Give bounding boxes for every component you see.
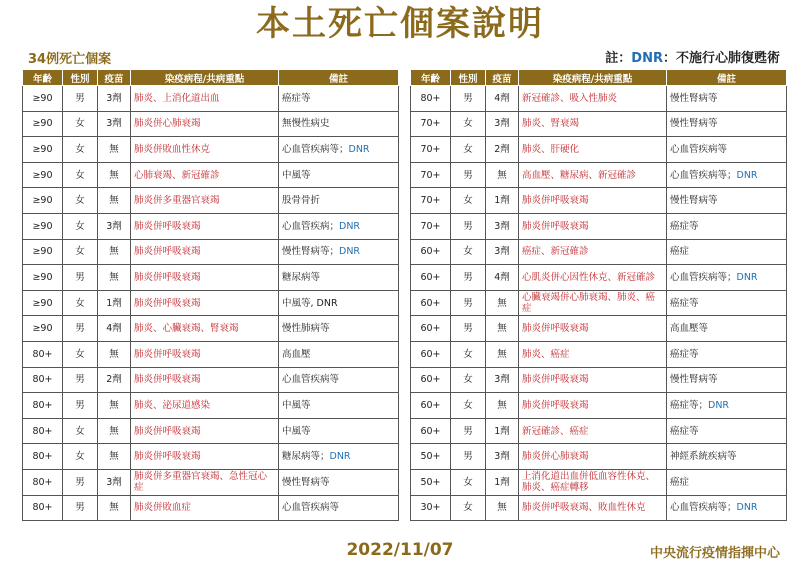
dnr-tag: DNR [339,220,361,232]
cell-vaccine: 3劑 [98,469,131,495]
cell-condition: 癌症、新冠確診 [519,239,667,265]
cell-age: 80+ [23,393,63,419]
cell-condition: 肺炎、癌症 [519,341,667,367]
table-row [23,393,399,419]
table-row [411,290,787,316]
cell-condition: 肺炎併呼吸衰竭 [519,188,667,214]
cell-sex: 男 [63,265,98,291]
table-row [23,86,399,112]
cases-table-left [22,69,399,521]
cell-sex: 男 [451,316,486,342]
dnr-tag: DNR [736,271,758,283]
cell-remark: 股骨骨折 [279,188,399,214]
table-row [23,111,399,137]
cell-sex: 男 [451,86,486,112]
cell-vaccine: 無 [98,265,131,291]
table-row [411,239,787,265]
header-vaccine: 疫苗 [98,70,131,86]
header-remark: 備註 [279,70,399,86]
header-sex: 性別 [63,70,98,86]
cell-remark: 心血管疾病等；DNR [667,265,787,291]
cell-remark: 癌症等 [279,86,399,112]
cell-sex: 男 [451,290,486,316]
cell-remark: 慢性腎病等 [667,86,787,112]
cell-vaccine: 3劑 [486,111,519,137]
cell-age: 60+ [411,239,451,265]
cell-remark: 中風等 [279,393,399,419]
cell-vaccine: 4劑 [486,86,519,112]
table-row [411,444,787,470]
cell-vaccine: 2劑 [486,137,519,163]
cell-remark: 慢性腎病等 [279,469,399,495]
cell-vaccine: 無 [98,444,131,470]
cases-table-right [410,69,787,521]
cell-age: ≥90 [23,188,63,214]
dnr-tag: DNR [736,169,758,181]
cell-sex: 男 [63,393,98,419]
cell-condition: 肺炎併心肺衰竭 [519,444,667,470]
cell-condition: 肺炎併呼吸衰竭 [519,367,667,393]
cell-vaccine: 1劑 [486,188,519,214]
cell-age: 80+ [23,418,63,444]
dnr-tag: DNR [348,143,370,155]
cell-remark: 中風等 [279,162,399,188]
cell-age: 60+ [411,265,451,291]
cell-sex: 女 [63,239,98,265]
cell-condition: 肺炎併呼吸衰竭 [131,290,279,316]
cell-vaccine: 1劑 [98,290,131,316]
cell-condition: 肺炎、肝硬化 [519,137,667,163]
cell-vaccine: 無 [486,290,519,316]
cell-remark: 糖尿病等 [279,265,399,291]
cell-remark: 心血管疾病等；DNR [667,495,787,521]
cell-sex: 男 [451,265,486,291]
table-row [23,290,399,316]
note-dnr: DNR [631,51,663,66]
cell-sex: 女 [451,188,486,214]
cell-remark: 慢性腎病等 [667,111,787,137]
table-row [23,495,399,521]
cell-age: ≥90 [23,162,63,188]
cell-condition: 肺炎併敗血性休克 [131,137,279,163]
cell-vaccine: 3劑 [486,367,519,393]
cell-condition: 心臟衰竭併心肺衰竭、肺炎、癌症 [519,290,667,316]
cell-remark: 癌症等；DNR [667,393,787,419]
cell-age: 60+ [411,393,451,419]
cell-age: 60+ [411,418,451,444]
cell-condition: 肺炎併呼吸衰竭 [131,418,279,444]
cell-age: 70+ [411,162,451,188]
cell-remark: 癌症等 [667,290,787,316]
cell-remark: 慢性腎病等 [667,188,787,214]
table-row [411,495,787,521]
cell-remark: 心血管疾病等 [279,495,399,521]
table-header-row [411,70,787,86]
cell-vaccine: 3劑 [486,239,519,265]
cell-vaccine: 3劑 [486,444,519,470]
cell-remark: 中風等, DNR [279,290,399,316]
cell-condition: 肺炎併呼吸衰竭 [131,239,279,265]
cell-remark: 神經系統疾病等 [667,444,787,470]
cell-condition: 肺炎併呼吸衰竭 [519,393,667,419]
cell-age: 50+ [411,444,451,470]
dnr-note [605,47,780,66]
table-row [23,213,399,239]
cell-age: 80+ [23,444,63,470]
table-row [23,188,399,214]
cell-age: 30+ [411,495,451,521]
cell-sex: 女 [63,162,98,188]
cell-age: ≥90 [23,239,63,265]
cell-sex: 男 [63,316,98,342]
cell-remark: 慢性腎病等 [667,367,787,393]
cell-condition: 肺炎併多重器官衰竭、急性冠心症 [131,469,279,495]
cell-age: ≥90 [23,290,63,316]
cell-vaccine: 無 [486,495,519,521]
cell-sex: 女 [63,111,98,137]
cell-remark: 癌症等 [667,341,787,367]
table-row [23,367,399,393]
table-row [411,367,787,393]
cell-vaccine: 4劑 [486,265,519,291]
cell-sex: 女 [451,111,486,137]
dnr-tag: DNR [339,246,361,258]
cell-age: 80+ [23,341,63,367]
cell-remark: 心血管疾病等；DNR [667,162,787,188]
cell-condition: 肺炎併呼吸衰竭 [131,213,279,239]
table-row [23,162,399,188]
cell-age: 80+ [23,495,63,521]
cell-age: 70+ [411,137,451,163]
cell-age: 50+ [411,469,451,495]
cell-remark: 心血管疾病等；DNR [279,137,399,163]
cell-remark: 糖尿病等；DNR [279,444,399,470]
cell-condition: 肺炎併敗血症 [131,495,279,521]
cell-sex: 女 [451,495,486,521]
cell-condition: 肺炎併多重器官衰竭 [131,188,279,214]
header-age: 年齡 [411,70,451,86]
table-row [411,188,787,214]
cell-remark: 慢性肺病等 [279,316,399,342]
table-row [411,393,787,419]
cell-condition: 肺炎併呼吸衰竭 [131,341,279,367]
org-name: 中央流行疫情指揮中心 [649,546,780,561]
header-sex: 性別 [451,70,486,86]
cell-age: ≥90 [23,265,63,291]
cell-vaccine: 無 [98,188,131,214]
cell-condition: 肺炎併呼吸衰竭 [131,367,279,393]
cell-remark: 高血壓 [279,341,399,367]
cell-vaccine: 無 [98,162,131,188]
cell-sex: 男 [451,444,486,470]
header-age: 年齡 [23,70,63,86]
dnr-tag: DNR [708,399,730,411]
cell-condition: 肺炎併呼吸衰竭 [131,265,279,291]
dnr-tag: DNR [329,451,351,463]
cell-vaccine: 3劑 [98,86,131,112]
table-row [411,86,787,112]
cell-remark: 無慢性病史 [279,111,399,137]
cell-vaccine: 無 [98,393,131,419]
cell-vaccine: 3劑 [486,213,519,239]
table-row [23,239,399,265]
report-date: 2022/11/07 [346,540,454,560]
cell-remark: 高血壓等 [667,316,787,342]
cell-vaccine: 無 [98,137,131,163]
cell-remark: 癌症等 [667,418,787,444]
cell-vaccine: 1劑 [486,469,519,495]
header-condition: 染疫病程/共病重點 [519,70,667,86]
cell-remark: 中風等 [279,418,399,444]
cell-sex: 女 [63,290,98,316]
table-row [23,469,399,495]
cell-vaccine: 4劑 [98,316,131,342]
cell-sex: 女 [63,213,98,239]
cell-condition: 肺炎、上消化道出血 [131,86,279,112]
cell-age: 70+ [411,213,451,239]
table-row [23,418,399,444]
cell-vaccine: 無 [486,393,519,419]
cell-sex: 女 [63,444,98,470]
cell-condition: 肺炎併心肺衰竭 [131,111,279,137]
table-row [23,444,399,470]
table-row [23,137,399,163]
cell-vaccine: 無 [98,418,131,444]
cell-sex: 男 [63,367,98,393]
cell-sex: 女 [451,393,486,419]
cell-condition: 高血壓、糖尿病、新冠確診 [519,162,667,188]
table-row [411,316,787,342]
table-row [23,265,399,291]
cell-condition: 肺炎併呼吸衰竭、敗血性休克 [519,495,667,521]
cell-age: 70+ [411,188,451,214]
cell-vaccine: 2劑 [98,367,131,393]
cell-remark: 心血管疾病等 [667,137,787,163]
cell-age: ≥90 [23,86,63,112]
note-suffix: ：不施行心肺復甦術 [662,51,780,66]
cell-age: ≥90 [23,137,63,163]
cell-vaccine: 無 [486,316,519,342]
cell-sex: 男 [63,495,98,521]
cell-age: 80+ [23,367,63,393]
cell-age: ≥90 [23,213,63,239]
cell-condition: 新冠確診、癌症 [519,418,667,444]
page-title: 本土死亡個案說明 [256,4,544,44]
cell-condition: 肺炎併呼吸衰竭 [519,213,667,239]
cell-sex: 女 [451,367,486,393]
cell-condition: 新冠確診、吸入性肺炎 [519,86,667,112]
cell-condition: 肺炎併呼吸衰竭 [131,444,279,470]
cell-sex: 女 [63,341,98,367]
table-row [411,111,787,137]
cell-age: 60+ [411,367,451,393]
cell-age: 60+ [411,290,451,316]
cell-sex: 女 [451,341,486,367]
case-count-label: 34例死亡個案 [28,52,112,67]
table-row [411,213,787,239]
table-row [411,341,787,367]
cell-vaccine: 無 [486,341,519,367]
cell-sex: 男 [63,469,98,495]
cell-vaccine: 無 [98,341,131,367]
table-row [23,341,399,367]
cell-age: 60+ [411,316,451,342]
cell-sex: 女 [63,137,98,163]
cell-vaccine: 無 [486,162,519,188]
cell-remark: 心血管疾病；DNR [279,213,399,239]
cell-age: ≥90 [23,111,63,137]
cases-table-right-body [411,86,787,521]
cell-vaccine: 1劑 [486,418,519,444]
cell-vaccine: 無 [98,239,131,265]
cell-age: 80+ [23,469,63,495]
cell-age: 80+ [411,86,451,112]
cell-sex: 女 [451,137,486,163]
cell-vaccine: 3劑 [98,111,131,137]
cell-sex: 男 [451,213,486,239]
header-vaccine: 疫苗 [486,70,519,86]
table-header-row [23,70,399,86]
table-row [411,137,787,163]
cell-sex: 女 [451,469,486,495]
table-row [23,316,399,342]
cell-remark: 慢性腎病等；DNR [279,239,399,265]
table-row [411,469,787,495]
note-prefix: 註： [605,51,632,66]
table-row [411,265,787,291]
header-condition: 染疫病程/共病重點 [131,70,279,86]
cell-remark: 癌症等 [667,213,787,239]
table-row [411,162,787,188]
cell-sex: 男 [451,418,486,444]
cell-condition: 心肺衰竭、新冠確診 [131,162,279,188]
cell-condition: 肺炎、心臟衰竭、腎衰竭 [131,316,279,342]
table-row [411,418,787,444]
cell-condition: 肺炎、腎衰竭 [519,111,667,137]
cell-sex: 女 [451,239,486,265]
cell-condition: 上消化道出血併低血容性休克、肺炎、癌症轉移 [519,469,667,495]
cell-sex: 男 [63,86,98,112]
header-remark: 備註 [667,70,787,86]
cell-sex: 男 [451,162,486,188]
cell-remark: 癌症 [667,469,787,495]
cell-sex: 女 [63,188,98,214]
cell-age: ≥90 [23,316,63,342]
cell-age: 60+ [411,341,451,367]
cell-sex: 女 [63,418,98,444]
cell-vaccine: 無 [98,495,131,521]
cell-condition: 心肌炎併心因性休克、新冠確診 [519,265,667,291]
cell-remark: 癌症 [667,239,787,265]
cell-condition: 肺炎、泌尿道感染 [131,393,279,419]
cell-remark: 心血管疾病等 [279,367,399,393]
cell-vaccine: 3劑 [98,213,131,239]
cases-table-left-body [23,86,399,521]
cell-condition: 肺炎併呼吸衰竭 [519,316,667,342]
cell-age: 70+ [411,111,451,137]
dnr-tag: DNR [736,502,758,514]
